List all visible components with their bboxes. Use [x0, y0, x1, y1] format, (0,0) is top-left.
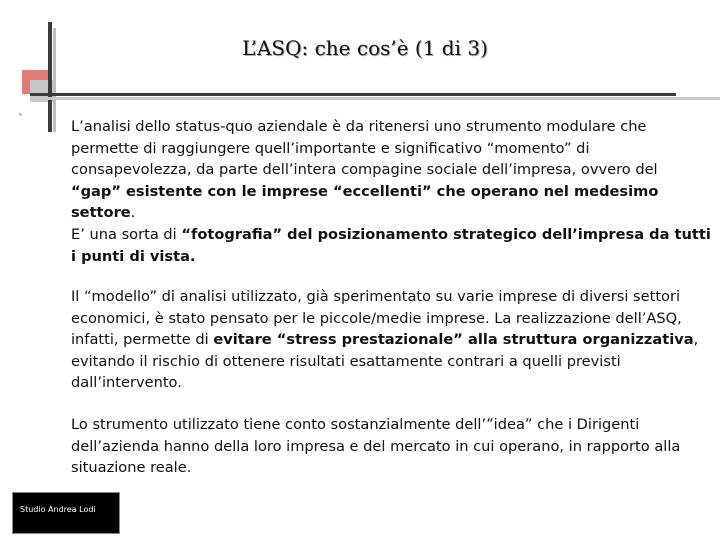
footer-logo-box — [12, 492, 120, 534]
slide-title: L’ASQ: che cos’è (1 di 3) — [242, 36, 488, 60]
paragraph-intro-line2: E’ una sorta di — [71, 225, 182, 243]
decorative-horizontal-shadow — [30, 97, 720, 100]
paragraph-intro-bold: “gap” esistente con le imprese “eccellenti” che operano nel medesimo settore — [71, 182, 659, 222]
paragraph-model-bold: evitare “stress prestazionale” alla struttura organizzativa — [213, 331, 694, 349]
paragraph-intro-bold2: “fotografia” del posizionamento strategico dell’impresa da tutti i punti di vista. — [71, 225, 711, 265]
paragraph-intro-text: L’analisi dello status-quo aziendale è da ritenersi uno strumento modulare che permette di raggiungere quell’importante e significativo “momento” di consapevolezza, da parte dell’intera compagine sociale dell’impresa, ovvero del — [71, 118, 658, 179]
paragraph-model-text: Il “modello” di analisi utilizzato, già sperimentato su varie imprese di diversi settori economici, è stato pensato per le piccole/medie imprese. La realizzazione dell’ASQ, infatti, permette di — [71, 288, 682, 349]
tick-mark: ` — [18, 112, 24, 125]
paragraph-intro — [71, 116, 711, 267]
paragraph-intro-period: . — [130, 204, 136, 222]
decorative-vertical-shadow — [53, 28, 56, 132]
paragraph-model-end: , evitando il rischio di ottenere risultati esattamente contrari a quelli previsti dall’intervento. — [71, 331, 699, 392]
footer-label: Studio Andrea Lodi — [20, 505, 96, 514]
decorative-horizontal-line — [30, 93, 676, 96]
paragraph-tool: Lo strumento utilizzato tiene conto sostanzialmente dell’”idea” che i Dirigenti dell’azienda hanno della loro impresa e del mercato in cui operano, in rapporto alla situazione reale. — [71, 416, 681, 477]
paragraph-model — [71, 286, 711, 394]
decorative-vertical-line — [48, 22, 52, 132]
